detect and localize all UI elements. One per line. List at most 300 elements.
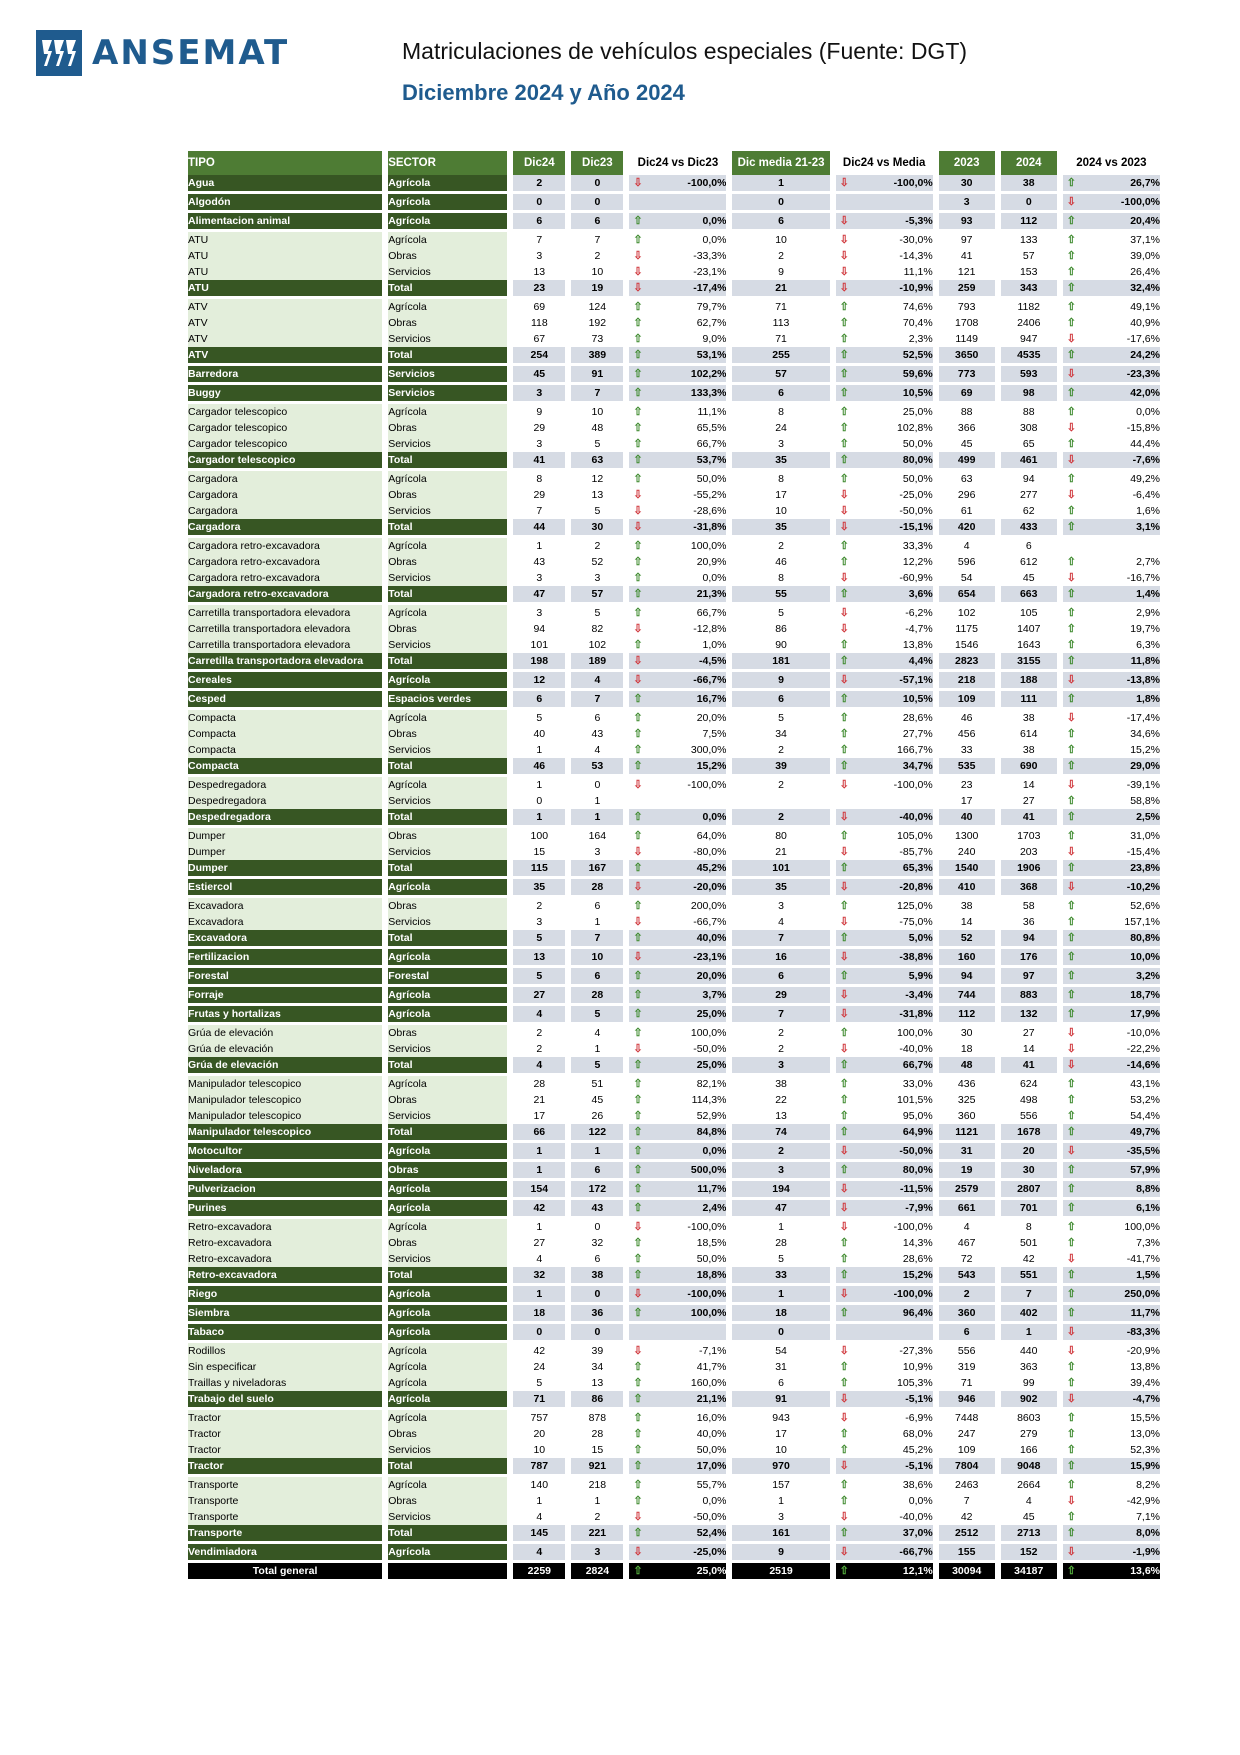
percent-value: -100,0% [1120, 196, 1160, 208]
percent-value: 13,8% [902, 639, 933, 651]
percent-value: -33,3% [693, 250, 727, 262]
table-row [188, 331, 1160, 347]
percent-value: -55,2% [693, 489, 727, 501]
dic23-cell: 5 [594, 505, 601, 517]
dic-media-cell: 17 [775, 1428, 787, 1440]
percent-value: 11,8% [1130, 655, 1160, 667]
percent-value: -80,0% [693, 846, 727, 858]
sector-cell: Obras [388, 726, 507, 742]
table-row [188, 1181, 1160, 1200]
arrow-down-icon: ⇩ [633, 779, 643, 791]
sector-cell: Agrícola [388, 1219, 507, 1235]
table-row [188, 742, 1160, 758]
tipo-cell: Carretilla transportadora elevadora [188, 653, 382, 672]
percent-value: -25,0% [693, 1546, 727, 1558]
percent-value: -40,0% [899, 1511, 933, 1523]
percent-value: -10,2% [1126, 881, 1160, 893]
tipo-cell: Retro-excavadora [188, 1267, 382, 1286]
dic-media-cell: 90 [775, 639, 787, 651]
tipo-cell: Cargador telescopico [188, 452, 382, 471]
arrow-up-icon: ⇧ [633, 1237, 643, 1249]
percent-value: 2,3% [908, 333, 933, 345]
dic24-vs-dic23-cell [629, 1235, 726, 1251]
table-row [188, 519, 1160, 538]
arrow-down-icon: ⇩ [839, 1008, 849, 1020]
arrow-down-icon: ⇩ [1066, 1253, 1076, 1265]
arrow-up-icon: ⇧ [633, 1253, 643, 1265]
dic24-cell: 46 [513, 758, 565, 777]
percent-value: 15,2% [1130, 744, 1160, 756]
arrow-up-icon: ⇧ [633, 1126, 643, 1138]
percent-value: 28,6% [902, 712, 933, 724]
arrow-down-icon: ⇩ [839, 572, 849, 584]
dic24-vs-dic23-cell [629, 570, 726, 586]
percent-value: 40,9% [1130, 317, 1160, 329]
dic23-cell: 921 [571, 1458, 623, 1477]
dic24-vs-dic23-cell [629, 605, 726, 621]
year-vs-year-cell [1063, 879, 1160, 898]
dic-media-cell: 35 [732, 879, 829, 898]
tipo-cell: Cargadora [188, 471, 382, 487]
dic24-vs-dic23-cell [629, 637, 726, 653]
tipo-cell: Trabajo del suelo [188, 1391, 382, 1410]
table-row [188, 264, 1160, 280]
dic23-cell: 10 [591, 266, 604, 278]
year-vs-year-cell [1063, 280, 1160, 299]
year-2024-cell: 62 [1022, 505, 1035, 517]
year-2024-cell: 45 [1022, 1511, 1035, 1523]
ansemat-logo-icon [36, 30, 82, 76]
dic24-vs-media-cell [836, 898, 933, 914]
year-vs-year-cell [1063, 914, 1160, 930]
arrow-up-icon: ⇧ [633, 811, 643, 823]
percent-value: 300,0% [690, 744, 727, 756]
dic23-cell: 10 [591, 406, 604, 418]
percent-value: -14,3% [899, 250, 933, 262]
percent-value: -15,1% [899, 521, 933, 533]
dic-media-cell: 7 [732, 1006, 829, 1025]
sector-cell: Agrícola [388, 1181, 507, 1200]
year-2024-cell: 4 [1025, 1495, 1032, 1507]
percent-value: 18,5% [696, 1237, 727, 1249]
dic-media-cell: 113 [772, 317, 790, 329]
dic-media-cell: 2 [778, 1043, 784, 1055]
percent-value: 102,2% [690, 368, 727, 380]
arrow-down-icon: ⇩ [839, 521, 849, 533]
table-row [188, 1458, 1160, 1477]
table-row [188, 1200, 1160, 1219]
arrow-up-icon: ⇧ [633, 970, 643, 982]
col-header-2023: 2023 [939, 151, 995, 175]
dic24-cell: 45 [513, 366, 565, 385]
dic24-vs-media-cell [836, 1442, 933, 1458]
year-2024-cell: 461 [1001, 452, 1057, 471]
dic24-vs-dic23-cell [629, 175, 726, 194]
dic24-vs-dic23-cell [629, 1544, 726, 1563]
year-2023-cell: 1121 [939, 1124, 995, 1143]
arrow-down-icon: ⇩ [1066, 1043, 1076, 1055]
dic24-vs-media-cell [836, 1057, 933, 1076]
percent-value: 40,0% [696, 932, 727, 944]
dic24-cell: 787 [513, 1458, 565, 1477]
arrow-down-icon: ⇩ [1066, 333, 1076, 345]
percent-value: 26,4% [1130, 266, 1160, 278]
dic23-cell: 82 [591, 623, 604, 635]
dic-media-cell: 3 [778, 900, 784, 912]
arrow-up-icon: ⇧ [1066, 588, 1076, 600]
year-2023-cell: 23 [960, 779, 973, 791]
year-2023-cell: 30 [960, 1027, 973, 1039]
percent-value: -39,1% [1126, 779, 1160, 791]
arrow-up-icon: ⇧ [1066, 1307, 1076, 1319]
page-title: Matriculaciones de vehículos especiales (Fuente: DGT) [402, 38, 968, 64]
arrow-up-icon: ⇧ [1066, 639, 1076, 651]
percent-value: 500,0% [690, 1164, 727, 1176]
year-2024-cell: 277 [1019, 489, 1038, 501]
percent-value: -5,1% [905, 1460, 933, 1472]
dic24-vs-media-cell [836, 968, 933, 987]
year-vs-year-cell [1063, 299, 1160, 315]
dic24-vs-dic23-cell [629, 1041, 726, 1057]
percent-value: 32,4% [1130, 282, 1160, 294]
arrow-up-icon: ⇧ [839, 556, 849, 568]
dic24-vs-media-cell [836, 1181, 933, 1200]
tipo-cell: Motocultor [188, 1143, 382, 1162]
dic-media-cell: 157 [772, 1479, 790, 1491]
year-vs-year-cell [1063, 264, 1160, 280]
percent-value: 0,0% [702, 234, 727, 246]
percent-value: -100,0% [893, 1288, 933, 1300]
dic-media-cell: 57 [732, 366, 829, 385]
percent-value: 3,1% [1136, 521, 1160, 533]
year-2024-cell: 34187 [1001, 1563, 1057, 1579]
arrow-up-icon: ⇧ [839, 1361, 849, 1373]
year-2024-cell: 7 [1001, 1286, 1057, 1305]
dic-media-cell: 8 [778, 572, 784, 584]
dic24-vs-dic23-cell [629, 949, 726, 968]
dic-media-cell: 6 [732, 691, 829, 710]
dic24-vs-media-cell [836, 586, 933, 605]
dic23-cell: 13 [591, 1377, 604, 1389]
arrow-up-icon: ⇧ [633, 1164, 643, 1176]
table-row [188, 691, 1160, 710]
table-body [188, 175, 1160, 1579]
tipo-cell: Tractor [188, 1426, 382, 1442]
dic24-cell: 118 [530, 317, 548, 329]
year-2024-cell: 501 [1019, 1237, 1038, 1249]
arrow-up-icon: ⇧ [633, 932, 643, 944]
dic24-cell: 1 [536, 779, 543, 791]
year-2024-cell: 166 [1019, 1444, 1038, 1456]
percent-value: 31,0% [1130, 830, 1160, 842]
dic24-vs-media-cell [836, 949, 933, 968]
arrow-up-icon: ⇧ [839, 1237, 849, 1249]
sector-cell: Agrícola [388, 672, 507, 691]
dic23-cell: 6 [571, 213, 623, 232]
year-vs-year-cell [1063, 987, 1160, 1006]
dic24-cell: 5 [513, 930, 565, 949]
year-2024-cell: 30 [1001, 1162, 1057, 1181]
percent-value: -20,9% [1126, 1345, 1160, 1357]
arrow-up-icon: ⇧ [633, 1307, 643, 1319]
dic24-vs-dic23-cell [629, 1143, 726, 1162]
dic24-cell: 4 [536, 1511, 543, 1523]
percent-value: -100,0% [687, 779, 727, 791]
table-row [188, 1143, 1160, 1162]
table-row [188, 1162, 1160, 1181]
dic24-cell: 4 [513, 1544, 565, 1563]
dic24-cell: 27 [533, 1237, 546, 1249]
year-vs-year-cell [1063, 538, 1160, 554]
tipo-cell: ATU [188, 280, 382, 299]
dic24-vs-dic23-cell [629, 1563, 726, 1579]
arrow-up-icon: ⇧ [633, 1110, 643, 1122]
dic23-cell: 43 [571, 1200, 623, 1219]
percent-value: 160,0% [690, 1377, 727, 1389]
year-vs-year-cell [1063, 315, 1160, 331]
arrow-up-icon: ⇧ [839, 1269, 849, 1281]
dic24-vs-media-cell [836, 487, 933, 503]
percent-value: 24,2% [1130, 349, 1160, 361]
year-vs-year-cell [1063, 710, 1160, 726]
dic24-cell: 140 [530, 1479, 549, 1491]
tipo-cell: Rodillos [188, 1343, 382, 1359]
arrow-up-icon: ⇧ [839, 333, 849, 345]
tipo-cell: Manipulador telescopico [188, 1108, 382, 1124]
arrow-up-icon: ⇧ [1066, 970, 1076, 982]
arrow-down-icon: ⇩ [633, 1288, 643, 1300]
table-row [188, 726, 1160, 742]
arrow-up-icon: ⇧ [1066, 234, 1076, 246]
dic-media-cell: 2 [732, 809, 829, 828]
year-2023-cell: 2823 [939, 653, 995, 672]
dic23-cell: 26 [591, 1110, 604, 1122]
percent-value: 6,1% [1136, 1202, 1160, 1214]
sector-cell: Agrícola [388, 1076, 507, 1092]
arrow-up-icon: ⇧ [633, 215, 643, 227]
percent-value: 23,8% [1130, 862, 1160, 874]
percent-value: 59,6% [902, 368, 933, 380]
dic24-cell: 23 [513, 280, 565, 299]
year-2023-cell: 654 [939, 586, 995, 605]
year-2024-cell: 551 [1001, 1267, 1057, 1286]
year-2023-cell: 946 [939, 1391, 995, 1410]
dic24-vs-dic23-cell [629, 194, 726, 213]
dic23-cell: 0 [571, 1286, 623, 1305]
dic23-cell: 5 [594, 438, 601, 450]
arrow-up-icon: ⇧ [633, 1479, 643, 1491]
percent-value: 18,8% [696, 1269, 727, 1281]
year-vs-year-cell [1063, 793, 1160, 809]
dic23-cell: 48 [591, 422, 604, 434]
dic24-cell: 27 [513, 987, 565, 1006]
year-vs-year-cell [1063, 385, 1160, 404]
table-row [188, 1305, 1160, 1324]
dic24-vs-dic23-cell [629, 366, 726, 385]
percent-value: 105,3% [897, 1377, 933, 1389]
dic24-vs-media-cell [836, 1477, 933, 1493]
year-2024-cell: 279 [1019, 1428, 1038, 1440]
year-2023-cell: 259 [939, 280, 995, 299]
dic24-vs-media-cell [836, 436, 933, 452]
year-2024-cell: 112 [1001, 213, 1057, 232]
dic24-cell: 5 [536, 712, 543, 724]
arrow-down-icon: ⇩ [839, 1546, 849, 1558]
sector-cell: Agrícola [388, 299, 507, 315]
arrow-up-icon: ⇧ [839, 830, 849, 842]
year-vs-year-cell [1063, 175, 1160, 194]
tipo-cell: Compacta [188, 710, 382, 726]
percent-value: 20,0% [696, 712, 727, 724]
arrow-up-icon: ⇧ [1066, 900, 1076, 912]
year-2023-cell: 109 [957, 1444, 976, 1456]
dic23-cell: 28 [571, 879, 623, 898]
tipo-cell: Carretilla transportadora elevadora [188, 605, 382, 621]
arrow-down-icon: ⇩ [839, 916, 849, 928]
year-vs-year-cell [1063, 1267, 1160, 1286]
year-2023-cell: 436 [957, 1078, 976, 1090]
sector-cell: Agrícola [388, 175, 507, 194]
sector-cell: Obras [388, 248, 507, 264]
dic24-vs-dic23-cell [629, 1251, 726, 1267]
percent-value: 80,8% [1130, 932, 1160, 944]
year-vs-year-cell [1063, 1041, 1160, 1057]
year-2023-cell: 7 [963, 1495, 970, 1507]
year-2023-cell: 2463 [955, 1479, 979, 1491]
year-vs-year-cell [1063, 691, 1160, 710]
arrow-up-icon: ⇧ [839, 473, 849, 485]
dic24-vs-media-cell [836, 1458, 933, 1477]
dic24-vs-dic23-cell [629, 879, 726, 898]
arrow-down-icon: ⇩ [633, 655, 643, 667]
sector-cell: Agrícola [388, 1324, 507, 1343]
table-row [188, 844, 1160, 860]
dic23-cell: 3 [594, 572, 601, 584]
dic24-vs-media-cell [836, 1162, 933, 1181]
year-2024-cell: 1182 [1017, 301, 1041, 313]
percent-value: 55,7% [696, 1479, 727, 1491]
year-vs-year-cell [1063, 860, 1160, 879]
percent-value: 43,1% [1130, 1078, 1160, 1090]
percent-value: 200,0% [690, 900, 727, 912]
dic24-vs-dic23-cell [629, 1509, 726, 1525]
year-vs-year-cell [1063, 452, 1160, 471]
sector-cell: Obras [388, 898, 507, 914]
year-2024-cell: 614 [1019, 728, 1038, 740]
sector-cell: Servicios [388, 331, 507, 347]
percent-value: -7,6% [1132, 454, 1160, 466]
tipo-cell: Retro-excavadora [188, 1251, 382, 1267]
sector-cell: Obras [388, 1493, 507, 1509]
arrow-up-icon: ⇧ [633, 639, 643, 651]
dic24-cell: 6 [513, 213, 565, 232]
year-2023-cell: 410 [939, 879, 995, 898]
percent-value: -14,6% [1126, 1059, 1160, 1071]
tipo-cell: Alimentacion animal [188, 213, 382, 232]
arrow-up-icon: ⇧ [633, 368, 643, 380]
year-2024-cell: 883 [1001, 987, 1057, 1006]
dic24-vs-dic23-cell [629, 331, 726, 347]
dic23-cell: 4 [594, 1027, 601, 1039]
dic-media-cell: 2 [778, 744, 784, 756]
percent-value: -5,3% [905, 215, 933, 227]
year-2024-cell: 2807 [1001, 1181, 1057, 1200]
percent-value: 54,4% [1130, 1110, 1160, 1122]
year-2024-cell: 1906 [1001, 860, 1057, 879]
dic24-vs-dic23-cell [629, 404, 726, 420]
percent-value: 0,0% [702, 572, 727, 584]
tipo-cell: Despedregadora [188, 793, 382, 809]
percent-value: 16,7% [696, 693, 727, 705]
dic-media-cell: 10 [775, 505, 787, 517]
arrow-up-icon: ⇧ [1066, 830, 1076, 842]
year-2024-cell: 4535 [1001, 347, 1057, 366]
sector-cell: Obras [388, 420, 507, 436]
percent-value: 133,3% [690, 387, 727, 399]
dic24-cell: 198 [513, 653, 565, 672]
dic-media-cell: 2 [778, 779, 784, 791]
arrow-up-icon: ⇧ [839, 1527, 849, 1539]
dic24-vs-dic23-cell [629, 554, 726, 570]
col-header-dic24: Dic24 [513, 151, 565, 175]
dic24-cell: 13 [533, 266, 546, 278]
percent-value: -23,1% [693, 951, 727, 963]
dic-media-cell: 21 [775, 846, 787, 858]
sector-cell: Total [388, 930, 507, 949]
dic24-vs-dic23-cell [629, 1286, 726, 1305]
dic23-cell: 34 [591, 1361, 604, 1373]
dic23-cell: 7 [571, 691, 623, 710]
percent-value: -17,4% [693, 282, 727, 294]
year-2024-cell: 14 [1022, 779, 1035, 791]
percent-value: 37,1% [1130, 234, 1160, 246]
table-row [188, 452, 1160, 471]
dic24-cell: 4 [513, 1057, 565, 1076]
dic24-vs-dic23-cell [629, 1124, 726, 1143]
arrow-up-icon: ⇧ [633, 693, 643, 705]
arrow-up-icon: ⇧ [839, 639, 849, 651]
dic-media-cell: 46 [775, 556, 787, 568]
sector-cell: Obras [388, 1162, 507, 1181]
dic-media-cell: 71 [775, 301, 787, 313]
percent-value: 10,0% [1130, 951, 1160, 963]
percent-value: -20,8% [899, 881, 933, 893]
table-row [188, 1108, 1160, 1124]
dic23-cell: 0 [594, 779, 601, 791]
year-vs-year-cell [1063, 809, 1160, 828]
dic23-cell: 0 [594, 1221, 601, 1233]
table-row [188, 1544, 1160, 1563]
year-2024-cell: 701 [1001, 1200, 1057, 1219]
year-2024-cell: 45 [1022, 572, 1035, 584]
dic24-vs-media-cell [836, 726, 933, 742]
percent-value: -100,0% [893, 1221, 933, 1233]
dic24-cell: 115 [513, 860, 565, 879]
percent-value: 114,3% [691, 1094, 727, 1106]
year-2024-cell: 38 [1001, 175, 1057, 194]
arrow-down-icon: ⇩ [633, 881, 643, 893]
dic24-cell: 2 [536, 900, 543, 912]
percent-value: 66,7% [902, 1059, 933, 1071]
percent-value: -10,9% [899, 282, 933, 294]
arrow-up-icon: ⇧ [839, 932, 849, 944]
arrow-up-icon: ⇧ [633, 760, 643, 772]
dic-media-cell: 101 [732, 860, 829, 879]
year-vs-year-cell [1063, 487, 1160, 503]
arrow-down-icon: ⇩ [839, 1393, 849, 1405]
percent-value: 13,0% [1130, 1428, 1160, 1440]
table-row [188, 1493, 1160, 1509]
